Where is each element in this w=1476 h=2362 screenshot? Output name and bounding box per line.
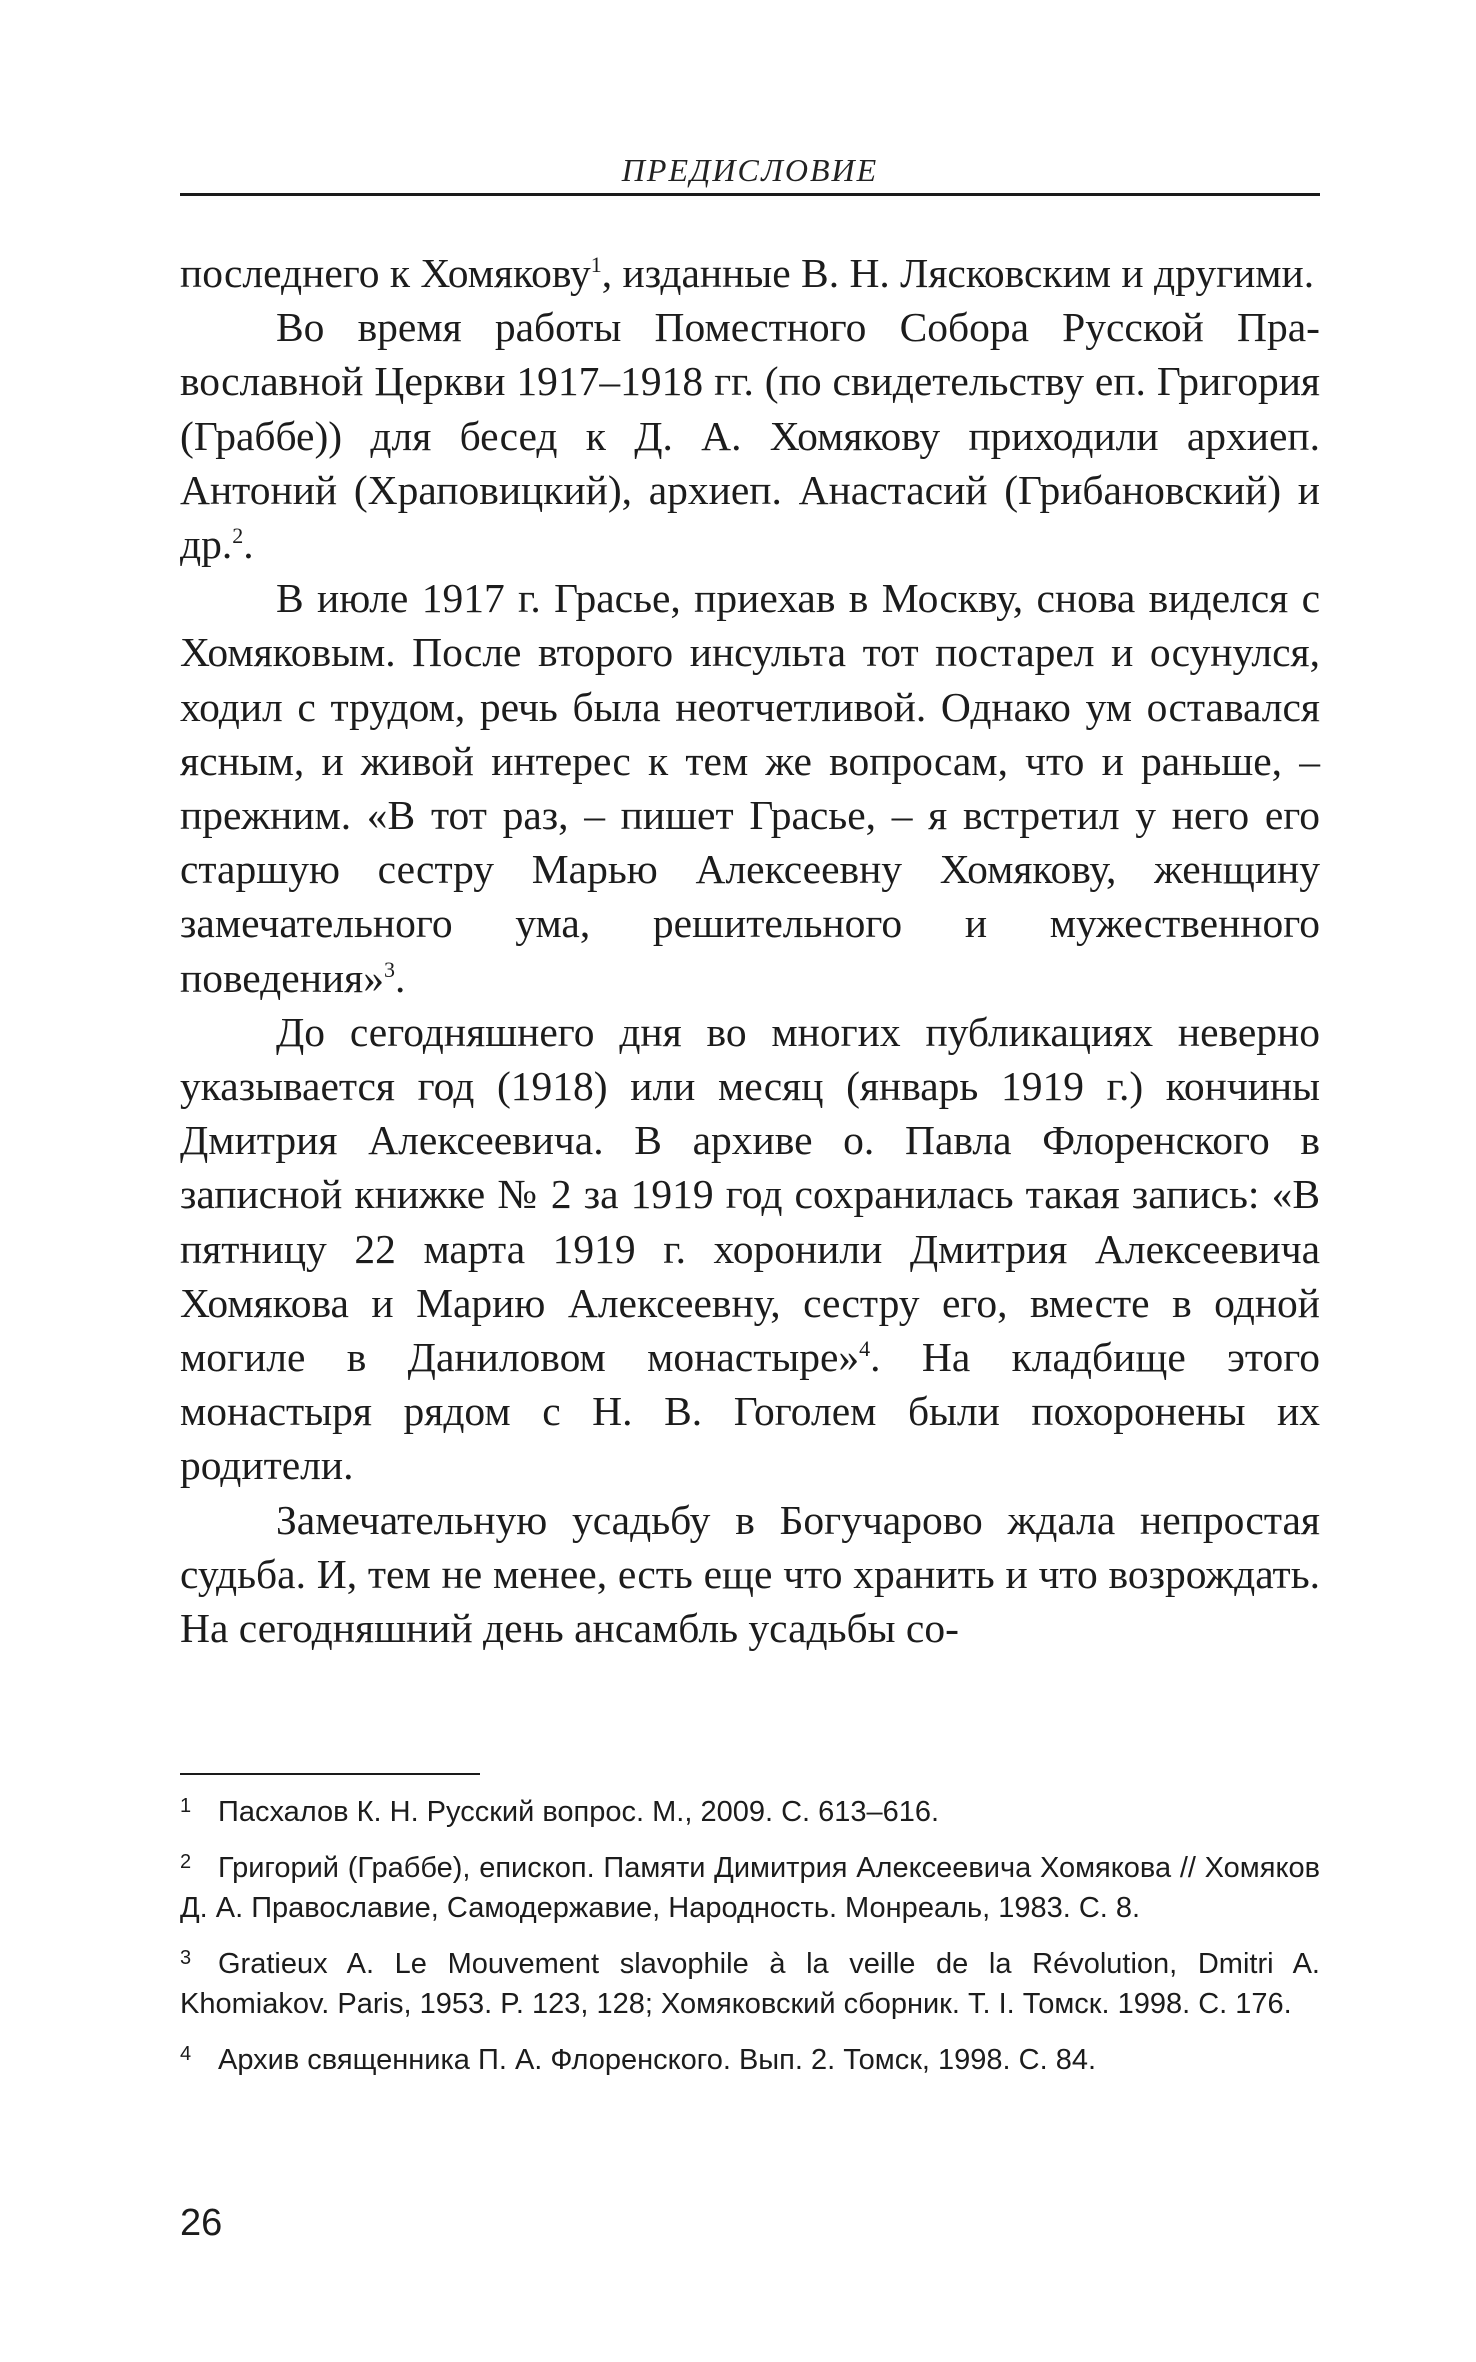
paragraph-text: , изданные В. Н. Лясковским и другими. — [601, 250, 1315, 296]
footnote-ref[interactable]: 3 — [383, 956, 395, 982]
footnote-number: 1 — [180, 1795, 192, 1817]
paragraph — [180, 246, 1320, 300]
paragraph — [180, 300, 1320, 571]
paragraph-text: Замечательную усадьбу в Богучарово ждала непростая судьба. И, тем не менее, есть еще что хранить и что возрождать. На сегодняшний день ансамбль усадьбы со- — [180, 1496, 1320, 1652]
footnote-ref[interactable]: 4 — [859, 1336, 871, 1362]
paragraph-text: последнего к Хомякову — [180, 250, 591, 296]
paragraph-text: . — [243, 521, 254, 568]
footnote-ref[interactable]: 1 — [590, 252, 602, 278]
page-number: 26 — [180, 2202, 223, 2244]
paragraph-text: . На кладбище этого монастыря рядом с Н. В. Гоголем были похоронены их родители. — [180, 1334, 1320, 1489]
footnote-number: 4 — [180, 2043, 192, 2065]
footnote-separator — [180, 1773, 480, 1775]
footnote-text: Архив священника П. А. Флоренского. Вып. 2. Томск, 1998. С. 84. — [218, 2044, 1097, 2076]
footnote — [180, 1944, 1320, 2024]
footnote-text: Gratieux A. Le Mouvement slavophile à la veille de la Révolution, Dmitri A. Khomiakov. Paris, 1953. P. 123, 128; Хомяковский сборник. Т. I. Томск. 1998. С. 176. — [180, 1948, 1320, 2020]
running-head: ПРЕДИСЛОВИЕ — [621, 152, 879, 188]
footnote-ref[interactable]: 2 — [232, 523, 244, 549]
main-text — [180, 246, 1320, 1655]
paragraph — [180, 1493, 1320, 1656]
footnote — [180, 1792, 1320, 1832]
header-rule — [180, 193, 1320, 196]
footnote-text: Пасхалов К. Н. Русский вопрос. М., 2009. С. 613–616. — [218, 1796, 940, 1828]
paragraph-text: . — [394, 954, 406, 1001]
footnote-number: 2 — [180, 1851, 192, 1873]
paragraph — [180, 571, 1320, 1005]
paragraph-text: До сегодняшнего дня во многих публикациях неверно указывается год (1918) или месяц (январь 1919 г.) кончины Дмитрия Алексеевича. В архиве о. Павла Флоренского в записной книжке № 2 за 1919 год сохранилась такая запись: «В пятницу 22 марта 1919 г. хоронили Дмитрия Алексеевича Хомякова и Марию Алексеевну, сестру его, вместе в одной могиле в Даниловом монастыре» — [180, 1008, 1320, 1381]
paragraph — [180, 1005, 1320, 1493]
paragraph-text: В июле 1917 г. Грасье, приехав в Москву, снова виделся с Хомяковым. После второго инсульта тот постарел и осунулся, ходил с трудом, речь была неотчетливой. Однако ум оставался ясным, и живой интерес к тем же вопросам, что и раньше, – прежним. «В тот раз, – пишет Грасье, – я встретил у него его старшую сестру Марью Алексеевну Хомякову, женщину замечательного ума, решительного и мужественного поведения» — [180, 575, 1320, 1001]
footnotes — [180, 1792, 1320, 2096]
footnote-text: Григорий (Граббе), епископ. Памяти Димитрия Алексеевича Хомякова // Хомяков Д. А. Православие, Самодержавие, Народность. Монреаль, 1983. С. 8. — [180, 1852, 1320, 1924]
paragraph-text: Во время работы Поместного Собора Русской Православной Церкви 1917–1918 гг. (по свидетельству еп. Григория (Граббе)) для бесед к Д. А. Хомякову приходили архиеп. Антоний (Храповицкий), архиеп. Анастасий (Грибановский) и др. — [180, 304, 1320, 568]
footnote-number: 3 — [180, 1947, 192, 1969]
footnote — [180, 1848, 1320, 1928]
footnote — [180, 2040, 1320, 2080]
